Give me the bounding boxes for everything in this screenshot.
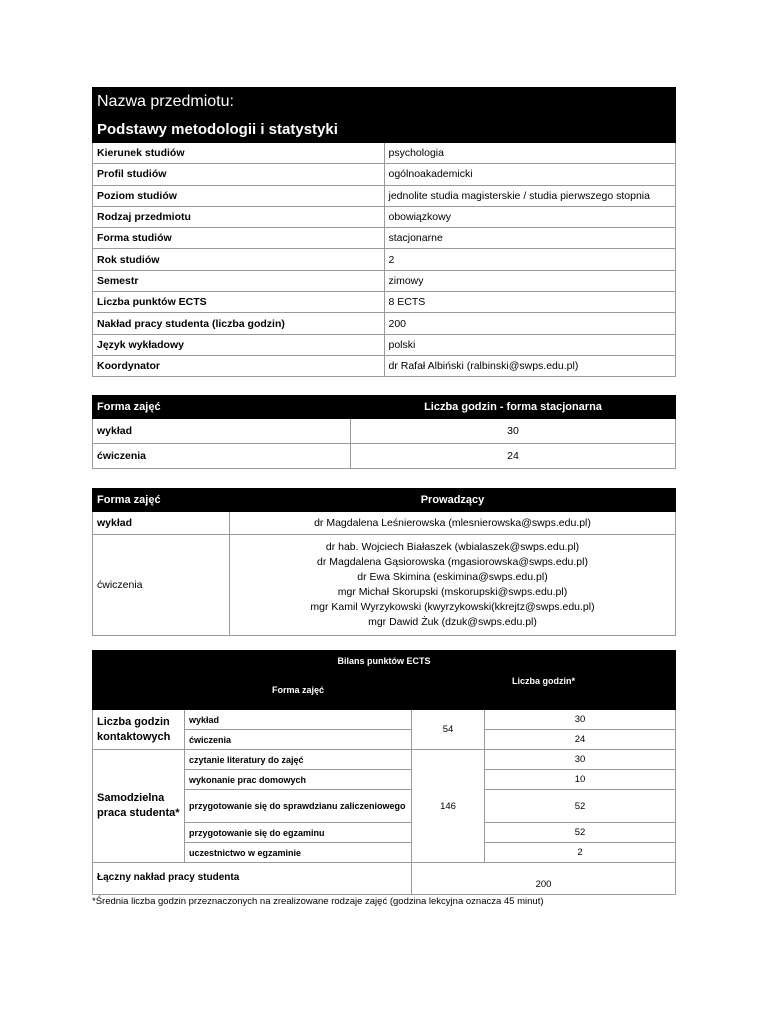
info-value: ogólnoakademicki: [384, 164, 676, 185]
info-label: Koordynator: [93, 355, 385, 376]
ects-hours: 24: [485, 730, 676, 750]
hours-table: [92, 395, 676, 469]
teachers-lecture-label: wykład: [93, 512, 230, 535]
info-value: 8 ECTS: [384, 292, 676, 313]
ects-hours: 52: [485, 823, 676, 843]
hours-value: 30: [351, 419, 676, 444]
hours-col-form: Forma zajęć: [93, 396, 351, 419]
info-label: Semestr: [93, 270, 385, 291]
course-name-value: Podstawy metodologii i statystyki: [93, 116, 676, 143]
info-value: psychologia: [384, 143, 676, 164]
ects-hours: 52: [485, 790, 676, 823]
ects-activity: przygotowanie się do egzaminu: [185, 823, 412, 843]
info-value: polski: [384, 334, 676, 355]
info-label: Forma studiów: [93, 228, 385, 249]
info-value: stacjonarne: [384, 228, 676, 249]
info-label: Kierunek studiów: [93, 143, 385, 164]
teacher-entry: mgr Michał Skorupski (mskorupski@swps.edu.pl): [337, 586, 568, 598]
footnote: *Średnia liczba godzin przeznaczonych na zrealizowane rodzaje zajęć (godzina lekcyjna oznacza 45 minut): [92, 896, 544, 907]
hours-value: 24: [351, 444, 676, 469]
info-label: Rok studiów: [93, 249, 385, 270]
ects-balance-table: [92, 650, 676, 895]
teacher-entry: mgr Kamil Wyrzykowski (kwyrzykowski(kkrejtz@swps.edu.pl): [310, 601, 595, 613]
info-value: 2: [384, 249, 676, 270]
ects-activity: ćwiczenia: [185, 730, 412, 750]
ects-col-hours: Liczba godzin*: [412, 671, 676, 710]
teachers-table: [92, 488, 676, 636]
info-value: 200: [384, 313, 676, 334]
ects-activity: przygotowanie się do sprawdzianu zaliczeniowego: [185, 790, 412, 823]
info-label: Nakład pracy studenta (liczba godzin): [93, 313, 385, 334]
teachers-exercise-label: ćwiczenia: [93, 535, 230, 636]
hours-form: ćwiczenia: [93, 444, 351, 469]
info-value: obowiązkowy: [384, 206, 676, 227]
ects-hours: 10: [485, 770, 676, 790]
info-value: zimowy: [384, 270, 676, 291]
teachers-col-teacher: Prowadzący: [230, 489, 676, 512]
ects-activity: wykład: [185, 710, 412, 730]
ects-header-empty: [93, 671, 185, 710]
ects-activity: uczestnictwo w egzaminie: [185, 843, 412, 863]
ects-activity: wykonanie prac domowych: [185, 770, 412, 790]
info-value: jednolite studia magisterskie / studia pierwszego stopnia: [384, 185, 676, 206]
course-info-table: [92, 87, 676, 377]
info-label: Język wykładowy: [93, 334, 385, 355]
info-label: Liczba punktów ECTS: [93, 292, 385, 313]
teacher-entry: mgr Dawid Żuk (dzuk@swps.edu.pl): [368, 616, 537, 628]
ects-self-sum: 146: [412, 750, 485, 863]
info-label: Poziom studiów: [93, 185, 385, 206]
ects-total-label: Łączny nakład pracy studenta: [93, 863, 412, 895]
ects-title: Bilans punktów ECTS: [93, 651, 676, 671]
teacher-entry: dr Ewa Skimina (eskimina@swps.edu.pl): [357, 571, 548, 583]
teacher-entry: dr Magdalena Gąsiorowska (mgasiorowska@swps.edu.pl): [317, 556, 588, 568]
teacher-entry: dr hab. Wojciech Białaszek (wbialaszek@swps.edu.pl): [325, 541, 580, 553]
course-name-label: Nazwa przedmiotu:: [93, 88, 676, 116]
ects-hours: 2: [485, 843, 676, 863]
ects-col-form: Forma zajęć: [185, 671, 412, 710]
teachers-lecture-teacher: dr Magdalena Leśnierowska (mlesnierowska@swps.edu.pl): [230, 512, 676, 535]
ects-total-value: 200: [412, 863, 676, 895]
ects-contact-group: Liczba godzin kontaktowych: [93, 710, 185, 750]
info-label: Profil studiów: [93, 164, 385, 185]
teachers-exercise-list: [230, 535, 676, 636]
hours-col-count: Liczba godzin - forma stacjonarna: [351, 396, 676, 419]
info-label: Rodzaj przedmiotu: [93, 206, 385, 227]
info-value: dr Rafał Albiński (ralbinski@swps.edu.pl): [384, 355, 676, 376]
ects-contact-sum: 54: [412, 710, 485, 750]
ects-hours: 30: [485, 750, 676, 770]
teachers-col-form: Forma zajęć: [93, 489, 230, 512]
ects-hours: 30: [485, 710, 676, 730]
hours-form: wykład: [93, 419, 351, 444]
ects-self-group: Samodzielna praca studenta*: [93, 750, 185, 863]
ects-activity: czytanie literatury do zajęć: [185, 750, 412, 770]
